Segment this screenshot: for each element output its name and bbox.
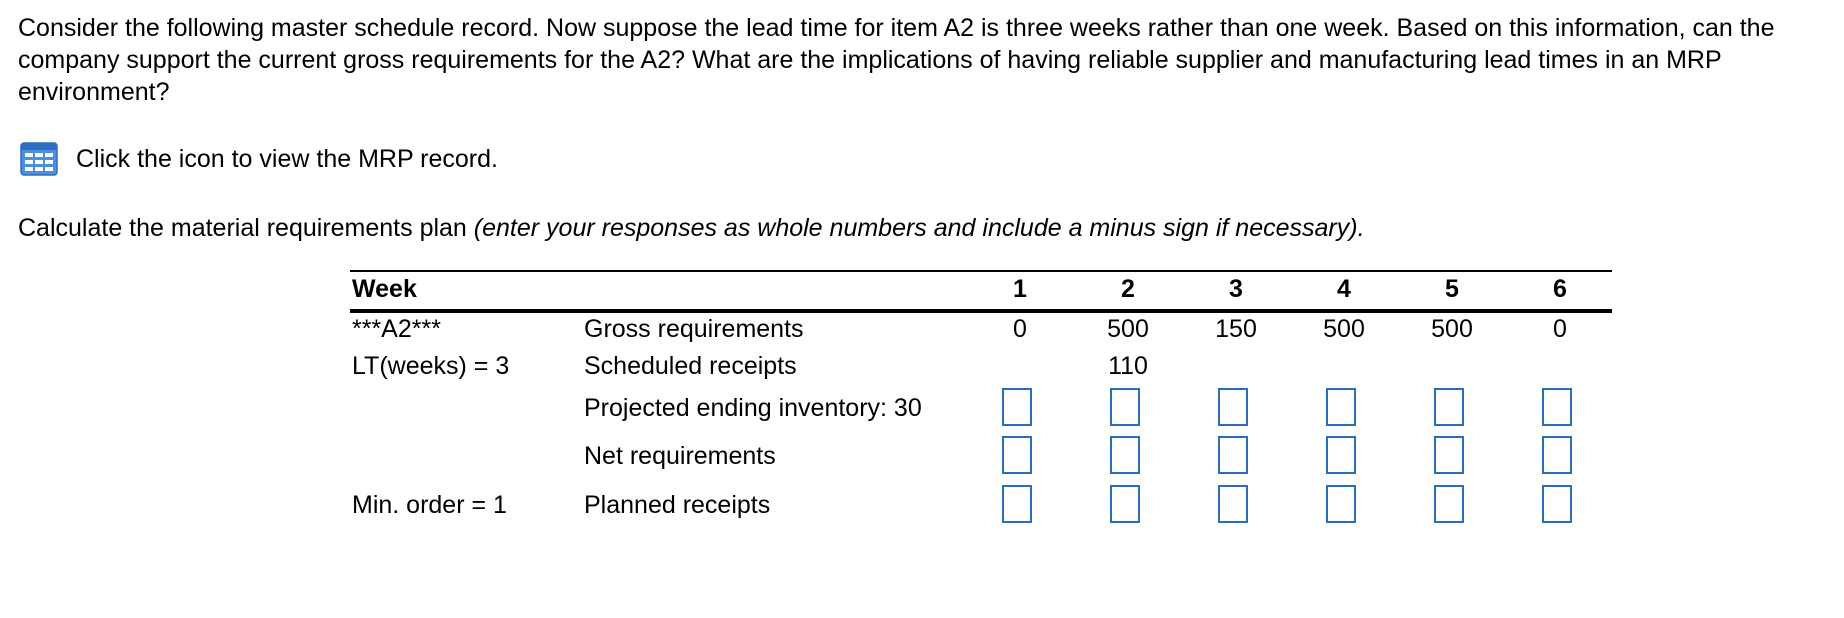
planned-week-6-input[interactable]: [1542, 485, 1572, 523]
item-label: ***A2***: [352, 315, 441, 343]
gross-week-3: 150: [1215, 315, 1257, 343]
planned-week-5-input[interactable]: [1434, 485, 1464, 523]
planned-receipts-label: Planned receipts: [584, 491, 771, 519]
projected-inventory-label: Projected ending inventory: 30: [584, 394, 922, 422]
projected-week-2-input[interactable]: [1110, 388, 1140, 426]
net-week-1-input[interactable]: [1002, 436, 1032, 474]
net-requirements-label: Net requirements: [584, 442, 776, 470]
week-3-header: 3: [1229, 275, 1243, 303]
net-week-4-input[interactable]: [1326, 436, 1356, 474]
mrp-link-text: Click the icon to view the MRP record.: [76, 144, 498, 173]
planned-week-3-input[interactable]: [1218, 485, 1248, 523]
planned-week-2-input[interactable]: [1110, 485, 1140, 523]
question-text: Consider the following master schedule record. Now suppose the lead time for item A2 is three weeks rather than one week. Based on this information, can the company support the current gross requirements for the A2? What are the implications of having reliable supplier and manufacturing lead times in an MRP environment?: [18, 14, 1775, 106]
week-header: Week: [352, 275, 417, 303]
projected-week-6-input[interactable]: [1542, 388, 1572, 426]
projected-week-5-input[interactable]: [1434, 388, 1464, 426]
net-week-3-input[interactable]: [1218, 436, 1248, 474]
scheduled-week-2: 110: [1108, 352, 1148, 380]
net-week-5-input[interactable]: [1434, 436, 1464, 474]
gross-week-1: 0: [1013, 315, 1027, 343]
week-2-header: 2: [1121, 275, 1135, 303]
planned-week-4-input[interactable]: [1326, 485, 1356, 523]
gross-requirements-label: Gross requirements: [584, 315, 804, 343]
instruction: [18, 212, 1365, 244]
week-4-header: 4: [1337, 275, 1351, 303]
planned-week-1-input[interactable]: [1002, 485, 1032, 523]
scheduled-receipts-label: Scheduled receipts: [584, 352, 797, 380]
min-order-label: Min. order = 1: [352, 491, 507, 519]
gross-week-5: 500: [1431, 315, 1473, 343]
instruction-italic: (enter your responses as whole numbers and include a minus sign if necessary).: [473, 214, 1365, 242]
instruction-text: Calculate the material requirements plan: [18, 214, 474, 242]
week-5-header: 5: [1445, 275, 1459, 303]
week-1-header: 1: [1013, 275, 1027, 303]
lead-time-label: LT(weeks) = 3: [352, 352, 510, 380]
gross-week-6: 0: [1553, 315, 1567, 343]
table-header-rule: [350, 309, 1612, 313]
projected-week-3-input[interactable]: [1218, 388, 1248, 426]
net-week-2-input[interactable]: [1110, 436, 1140, 474]
projected-week-4-input[interactable]: [1326, 388, 1356, 426]
gross-week-2: 500: [1107, 315, 1149, 343]
mrp-record-link[interactable]: [20, 142, 498, 176]
table-grid-icon[interactable]: [20, 142, 58, 176]
projected-week-1-input[interactable]: [1002, 388, 1032, 426]
week-6-header: 6: [1553, 275, 1567, 303]
table-top-rule: [350, 270, 1612, 272]
gross-week-4: 500: [1323, 315, 1365, 343]
net-week-6-input[interactable]: [1542, 436, 1572, 474]
